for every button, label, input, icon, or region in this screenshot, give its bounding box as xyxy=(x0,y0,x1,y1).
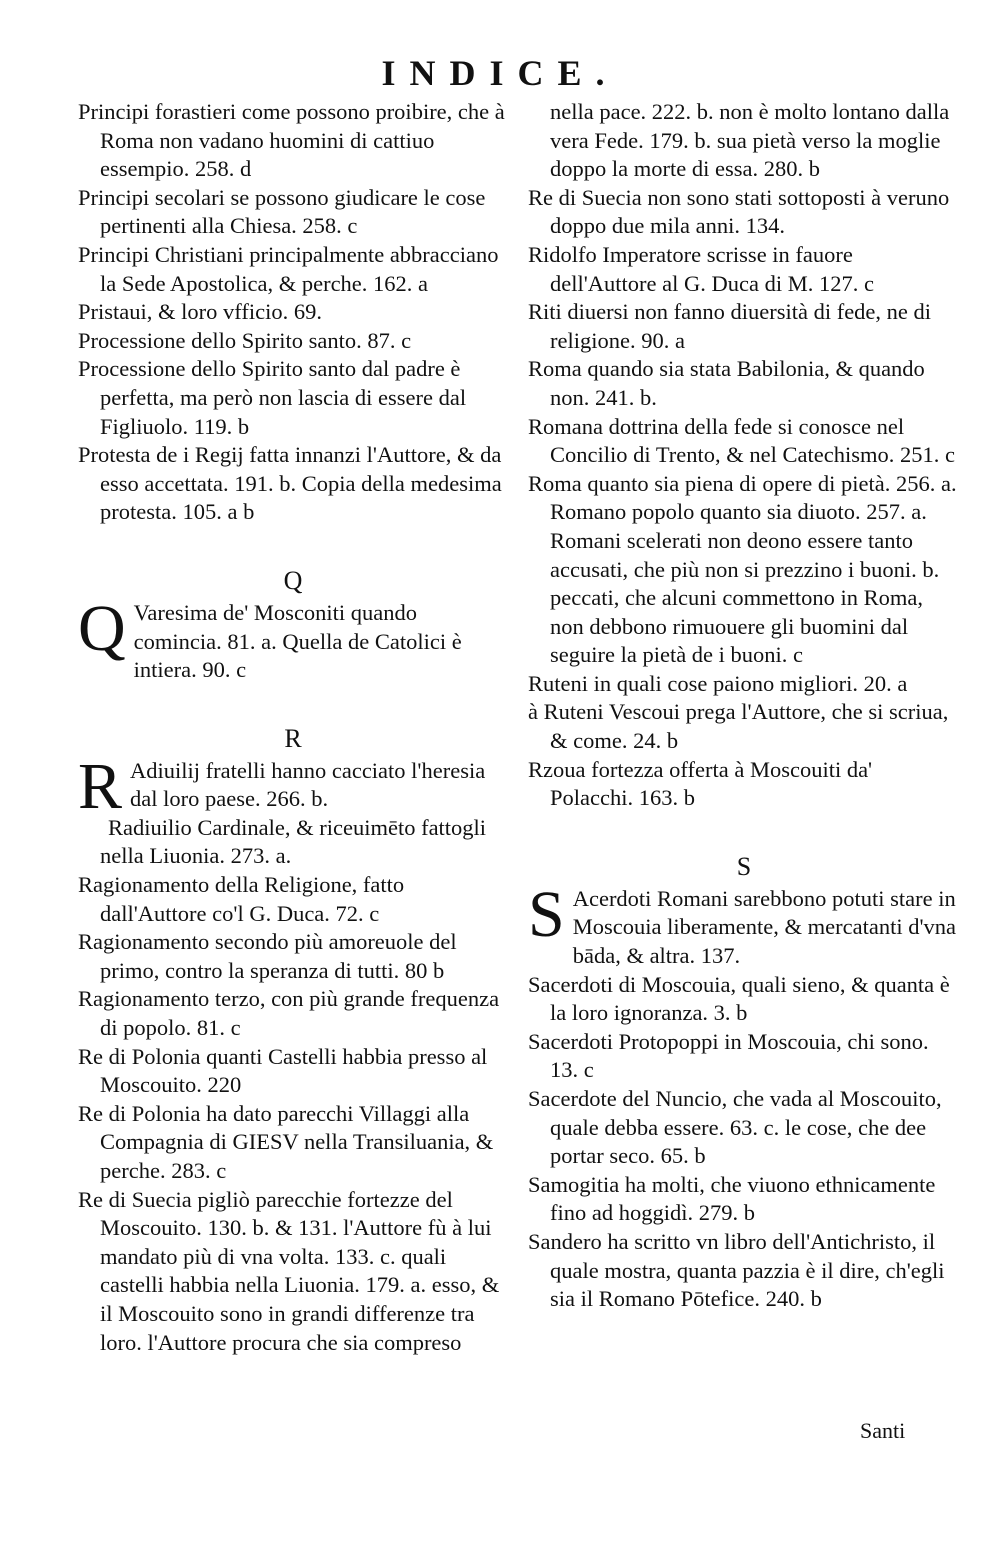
index-entry-text: Varesima de' Mosconiti quando comincia. 81. a. Quella de Catolici è intiera. 90. c xyxy=(133,599,462,683)
index-entry: Sacerdoti di Moscouia, quali sieno, & quanta è la loro ignoranza. 3. b xyxy=(528,971,950,1026)
index-entry: Sacerdoti Protopoppi in Moscouia, chi sono. 13. c xyxy=(528,1028,929,1083)
drop-cap-q: Q xyxy=(78,591,126,665)
index-entry-text: Acerdoti Romani sarebbono potuti stare in Moscouia liberamente, & mercatanti d'vna bāda, & altra. 137. xyxy=(572,885,957,969)
right-column xyxy=(528,98,960,1314)
index-entry: Pristaui, & loro vfficio. 69. xyxy=(78,299,322,325)
index-entry: Samogitia ha molti, che viuono ethnicamente fino ad hoggidì. 279. b xyxy=(528,1171,936,1226)
index-entry: Principi forastieri come possono proibire, che à Roma non vadano huomini di cattiuo essempio. 258. d xyxy=(78,99,505,182)
index-entry: Principi secolari se possono giudicare le cose pertinenti alla Chiesa. 258. c xyxy=(78,184,486,239)
index-entry: Rzoua fortezza offerta à Moscouiti da' Polacchi. 163. b xyxy=(528,756,873,811)
index-entry-q xyxy=(78,591,508,685)
section-letter-q: Q xyxy=(283,565,303,595)
index-entry: Radiuilio Cardinale, & riceuimēto fattogli nella Liuonia. 273. a. xyxy=(100,814,487,869)
index-entry: Ruteni in quali cose paiono migliori. 20. a xyxy=(528,670,908,696)
index-entry: Protesta de i Regij fatta innanzi l'Auttore, & da esso accettata. 191. b. Copia della medesima protesta. 105. a b xyxy=(78,442,502,525)
section-letter-r: R xyxy=(284,723,302,753)
index-entry: Re di Suecia pigliò parecchie fortezze del Moscouito. 130. b. & 131. l'Auttore fù à lui mandato più di vna volta. 133. c. quali castelli habbia nella Liuonia. 179. a. esso, & il Moscouito sono in grandi differenze tra loro. l'Auttore procura che sia compreso xyxy=(78,1186,500,1355)
index-entry-continuation: nella pace. 222. b. non è molto lontano dalla vera Fede. 179. b. sua pietà verso la moglie doppo la morte di essa. 280. b xyxy=(550,99,950,182)
index-entry: Ragionamento secondo più amoreuole del primo, contro la speranza di tutti. 80 b xyxy=(78,929,457,983)
index-entry: Riti diuersi non fanno diuersità di fede, ne di religione. 90. a xyxy=(528,299,932,353)
index-entry: Roma quando sia stata Babilonia, & quando non. 241. b. xyxy=(528,356,925,410)
index-entry: Sandero ha scritto vn libro dell'Antichristo, il quale mostra, quanta pazzia è il dire, ch'egli sia il Romano Pōtefice. 240. b xyxy=(528,1228,945,1312)
index-entry: Processione dello Spirito santo dal padre è perfetta, ma però non lascia di essere dal Figliuolo. 119. b xyxy=(78,356,467,439)
index-entry-text: Adiuilij fratelli hanno cacciato l'heresia dal loro paese. 266. b. xyxy=(130,757,486,812)
index-entry-r xyxy=(78,749,508,823)
index-entry: à Ruteni Vescoui prega l'Auttore, che si scriua, & come. 24. b xyxy=(528,699,949,754)
drop-cap-s: S xyxy=(528,877,565,951)
index-entry: Sacerdote del Nuncio, che vada al Moscouito, quale debba essere. 63. c. le cose, che dee portar seco. 65. b xyxy=(528,1086,942,1169)
drop-cap-r: R xyxy=(78,749,123,823)
catchword: Santi xyxy=(860,1418,906,1443)
section-spacer xyxy=(78,685,508,719)
page-header: INDICE. xyxy=(381,53,619,93)
index-entry: Ragionamento della Religione, fatto dall'Auttore co'l G. Duca. 72. c xyxy=(78,872,405,926)
index-entry: Re di Suecia non sono stati sottoposti à veruno doppo due mila anni. 134. xyxy=(528,184,950,239)
index-entry: Processione dello Spirito santo. 87. c xyxy=(78,327,412,353)
index-entry: Principi Christiani principalmente abbracciano la Sede Apostolica, & perche. 162. a xyxy=(78,241,499,296)
index-entry: Re di Polonia ha dato parecchi Villaggi alla Compagnia di GIESV nella Transiluania, & perche. 283. c xyxy=(78,1100,494,1183)
index-entry: Romana dottrina della fede si conosce nel Concilio di Trento, & nel Catechismo. 251. c xyxy=(528,413,955,468)
index-entry: Re di Polonia quanti Castelli habbia presso al Moscouito. 220 xyxy=(78,1043,488,1098)
index-entry-s xyxy=(528,877,960,971)
section-spacer xyxy=(78,527,508,561)
section-letter-s: S xyxy=(736,851,752,881)
left-column xyxy=(78,98,508,1357)
index-entry: Ridolfo Imperatore scrisse in fauore dell'Auttore al G. Duca di M. 127. c xyxy=(528,241,874,296)
section-spacer xyxy=(528,813,960,847)
index-entry: Ragionamento terzo, con più grande frequenza di popolo. 81. c xyxy=(78,986,500,1041)
index-entry: Roma quanto sia piena di opere di pietà. 256. a. Romano popolo quanto sia diuoto. 257. a. Romani scelerati non deono essere tanto accusati, che più non si prezzino i buoni. b. peccati, che alcuni commettono in Roma, non debbono rimuouere gli buomini dal seguire la pietà de i buoni. c xyxy=(528,470,957,668)
